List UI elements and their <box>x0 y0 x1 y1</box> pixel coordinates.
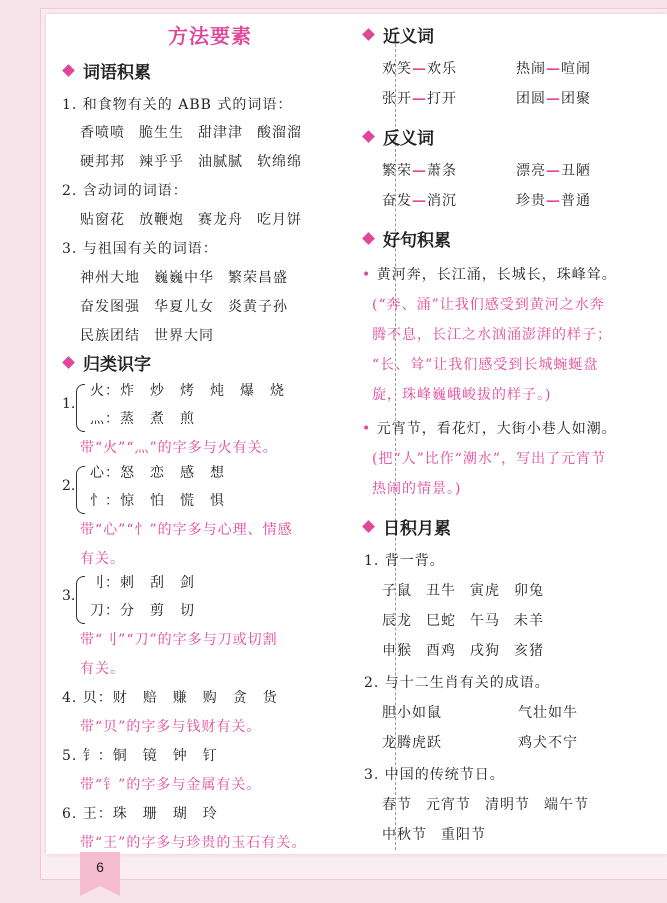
diamond-icon <box>362 130 375 143</box>
group-note: 带“王”的字多与珍贵的玉石有关。 <box>80 835 307 851</box>
brace-icon <box>76 384 85 432</box>
word-row <box>382 640 558 660</box>
item-label: 3. 中国的传统节日。 <box>364 767 505 783</box>
word-pair: 奋发—消沉 <box>382 193 457 209</box>
word: 端午节 <box>544 797 589 813</box>
diamond-icon <box>62 64 75 77</box>
brace-icon <box>76 576 85 624</box>
word: 申猴 <box>382 643 412 659</box>
word: 世界大同 <box>154 328 214 344</box>
word: 巳蛇 <box>426 613 456 629</box>
radical-line: 刀：分 剪 切 <box>90 603 195 619</box>
section-heading: 近义词 <box>383 27 434 47</box>
word: 甜津津 <box>198 125 243 141</box>
word: 华夏儿女 <box>154 299 214 315</box>
word: 龙腾虎跃 <box>382 735 442 751</box>
word: 脆生生 <box>139 125 184 141</box>
word: 奋发图强 <box>80 299 140 315</box>
word-row <box>382 794 603 814</box>
item-label: 1. 和食物有关的 ABB 式的词语： <box>62 97 293 113</box>
sentence: 元宵节，看花灯，大街小巷人如潮。 <box>376 421 617 437</box>
word-row <box>382 824 500 844</box>
word: 张开 <box>382 91 412 107</box>
word: 辣乎乎 <box>139 154 184 170</box>
sentence-line <box>362 418 617 438</box>
section-heading: 好句积累 <box>383 231 451 251</box>
page-title: 方法要素 <box>168 24 252 48</box>
group-number: 1. <box>62 396 76 412</box>
section-jinyi <box>360 22 434 47</box>
sentence-note: 旋，珠峰巍峨峻拔的样子。) <box>372 387 552 403</box>
word: 神州大地 <box>80 270 140 286</box>
bullet-icon: • <box>362 267 377 283</box>
page-number-tab <box>80 852 120 886</box>
item-label: 3. 与祖国有关的词语： <box>62 241 218 257</box>
word: 清明节 <box>485 797 530 813</box>
radical-line: 4. 贝：财 赔 赚 购 贪 货 <box>62 690 278 706</box>
item-label: 1. 背一背。 <box>364 553 445 569</box>
word: 戌狗 <box>470 643 500 659</box>
section-haoju <box>360 226 451 251</box>
word: 繁荣昌盛 <box>228 270 288 286</box>
sentence-note: (“奔、涌”让我们感受到黄河之水奔 <box>372 297 605 313</box>
word-pair: 张开—打开 <box>382 91 457 107</box>
word: 民族团结 <box>80 328 140 344</box>
word: 欢乐 <box>427 61 457 77</box>
sentence-line <box>362 264 617 284</box>
section-heading: 日积月累 <box>383 519 451 539</box>
word: 巍巍中华 <box>154 270 214 286</box>
textbook-page <box>46 14 667 854</box>
radical-line: 刂：刺 刮 剑 <box>90 575 195 591</box>
group-note: 带“钅”的字多与金属有关。 <box>80 777 262 793</box>
word: 欢笑 <box>382 61 412 77</box>
group-number: 3. <box>62 588 76 604</box>
word-row <box>80 122 316 142</box>
section-heading: 词语积累 <box>83 63 151 83</box>
radical-line: 5. 钅：铜 镜 钟 钉 <box>62 748 218 764</box>
diamond-icon <box>62 356 75 369</box>
word: 繁荣 <box>382 163 412 179</box>
word: 子鼠 <box>382 583 412 599</box>
word: 中秋节 <box>382 827 427 843</box>
word: 未羊 <box>514 613 544 629</box>
section-fanyi <box>360 124 434 149</box>
section-heading: 反义词 <box>383 129 434 149</box>
word: 软绵绵 <box>257 154 302 170</box>
diamond-icon <box>362 232 375 245</box>
radical-line: 6. 王：珠 珊 瑚 玲 <box>62 806 218 822</box>
word: 打开 <box>427 91 457 107</box>
word: 普通 <box>561 193 591 209</box>
radical-line: 心：怒 恋 感 想 <box>90 465 225 481</box>
word: 气壮如牛 <box>518 705 578 721</box>
word-pair: 团圆—团聚 <box>516 91 591 107</box>
word-pair: 热闹—喧闹 <box>516 61 591 77</box>
group-note: 带“贝”的字多与钱财有关。 <box>80 719 262 735</box>
section-guilei <box>60 350 151 375</box>
word: 奋发 <box>382 193 412 209</box>
word: 香喷喷 <box>80 125 125 141</box>
word: 胆小如鼠 <box>382 705 442 721</box>
word-pair: 漂亮—丑陋 <box>516 163 591 179</box>
group-note: 带“刂”“刀”的字多与刀或切割 <box>80 632 278 648</box>
group-note: 带“火”“灬”的字多与火有关。 <box>80 440 278 456</box>
word: 油腻腻 <box>198 154 243 170</box>
item-label: 2. 含动词的词语： <box>62 183 188 199</box>
sentence-note: “长、耸”让我们感受到长城蜿蜒盘 <box>372 357 599 373</box>
diamond-icon <box>362 520 375 533</box>
word-row <box>382 580 558 600</box>
word: 团聚 <box>561 91 591 107</box>
group-note: 带“心”“忄”的字多与心理、情感 <box>80 522 293 538</box>
word: 寅虎 <box>470 583 500 599</box>
sentence-note: 热闹的情景。) <box>372 481 462 497</box>
word: 萧条 <box>427 163 457 179</box>
word: 吃月饼 <box>257 212 302 228</box>
word: 酉鸡 <box>426 643 456 659</box>
word: 卯兔 <box>514 583 544 599</box>
section-riji <box>360 514 451 539</box>
bullet-icon: • <box>362 421 377 437</box>
word: 热闹 <box>516 61 546 77</box>
item-label: 2. 与十二生肖有关的成语。 <box>364 675 550 691</box>
word: 鸡犬不宁 <box>518 735 578 751</box>
word-row <box>80 209 316 229</box>
word-pair: 繁荣—萧条 <box>382 163 457 179</box>
word: 亥猪 <box>514 643 544 659</box>
word: 辰龙 <box>382 613 412 629</box>
word: 炎黄子孙 <box>228 299 288 315</box>
word-row <box>80 267 302 287</box>
word: 赛龙舟 <box>198 212 243 228</box>
sentence-note: (把“人”比作“潮水”，写出了元宵节 <box>372 451 607 467</box>
word: 放鞭炮 <box>139 212 184 228</box>
word-row <box>382 610 558 630</box>
section-heading: 归类识字 <box>83 355 151 375</box>
group-number: 2. <box>62 478 76 494</box>
word-pair: 欢笑—欢乐 <box>382 61 457 77</box>
word: 元宵节 <box>426 797 471 813</box>
brace-icon <box>76 466 85 514</box>
word-row <box>80 151 316 171</box>
diamond-icon <box>362 28 375 41</box>
group-note: 有关。 <box>80 661 125 677</box>
word-row <box>80 296 302 316</box>
word: 团圆 <box>516 91 546 107</box>
sentence: 黄河奔，长江涌，长城长，珠峰耸。 <box>376 267 617 283</box>
word: 消沉 <box>427 193 457 209</box>
word: 贴窗花 <box>80 212 125 228</box>
word: 午马 <box>470 613 500 629</box>
page-number: 6 <box>96 859 104 875</box>
word: 珍贵 <box>516 193 546 209</box>
radical-line: 忄：惊 怕 慌 惧 <box>90 493 225 509</box>
word: 硬邦邦 <box>80 154 125 170</box>
radical-line: 火：炸 炒 烤 炖 爆 烧 <box>90 383 285 399</box>
word: 重阳节 <box>441 827 486 843</box>
word: 酸溜溜 <box>257 125 302 141</box>
word: 丑陋 <box>561 163 591 179</box>
sentence-note: 腾不息，长江之水汹涌澎湃的样子； <box>372 327 612 343</box>
radical-line: 灬：蒸 煮 煎 <box>90 411 195 427</box>
word: 丑牛 <box>426 583 456 599</box>
word: 漂亮 <box>516 163 546 179</box>
word-pair: 珍贵—普通 <box>516 193 591 209</box>
word: 春节 <box>382 797 412 813</box>
word: 喧闹 <box>561 61 591 77</box>
group-note: 有关。 <box>80 551 125 567</box>
section-ciyu <box>60 58 151 83</box>
word-row <box>80 325 228 345</box>
